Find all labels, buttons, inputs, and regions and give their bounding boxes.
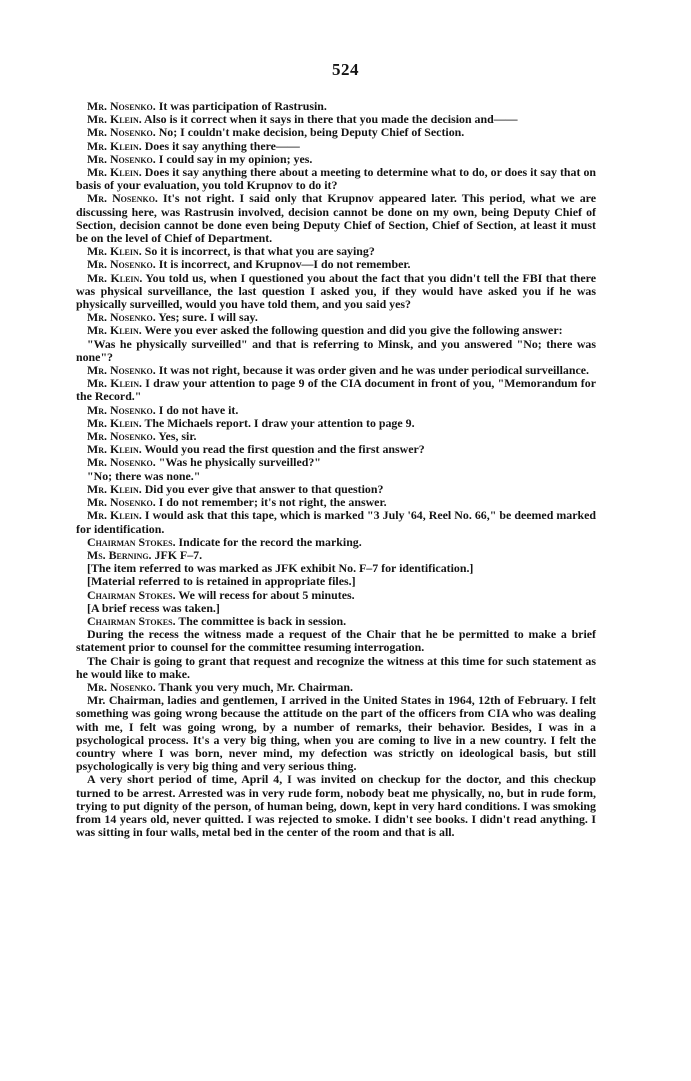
paragraph-text: "No; there was none.": [87, 468, 201, 483]
paragraph-text: Mr. Chairman, ladies and gentlemen, I arrived in the United States in 1964, 12th of February. I felt something was going wrong because the attitude on the part of the officers from CIA who was dealing with me, I felt was going wrong, by a number of remarks, their behavior. Besides, I was in a psychological process. It's a very big thing, when you are coming to live in a new country. I felt the country where I was born, never mind, my defection was strictly on ideological basis, but still psychologically is very big thing and very serious thing.: [76, 693, 596, 774]
transcript-paragraph: [76, 192, 596, 245]
speaker-label: Mr. Nosenko.: [87, 402, 156, 417]
speaker-label: Mr. Nosenko.: [87, 99, 156, 113]
speaker-label: Chairman Stokes.: [87, 613, 176, 628]
paragraph-text: It is incorrect, and Krupnov—I do not remember.: [155, 257, 411, 272]
paragraph-text: Yes; sure. I will say.: [155, 310, 258, 325]
paragraph-text: We will recess for about 5 minutes.: [175, 587, 355, 602]
paragraph-text: Does it say anything there about a meeting to determine what to do, or does it say that on basis of your evaluation, you told Krupnov to do it?: [76, 165, 596, 193]
paragraph-text: Indicate for the record the marking.: [175, 534, 362, 549]
speaker-label: Mr. Nosenko.: [87, 310, 156, 325]
speaker-label: Mr. Klein.: [87, 376, 142, 391]
paragraph-text: A very short period of time, April 4, I was invited on checkup for the doctor, and this checkup turned to be arrest. Arrested was in very rude form, nobody beat me physically, no, but in rude form, trying to put dignity of the person, of human being, down, kept in very hard conditions. I was smoking from 14 years old, never quitted. I was rejected to smoke. I didn't see books. I didn't read anything. I was sitting in four walls, metal bed in the center of the room and that is all.: [76, 772, 596, 840]
paragraph-text: Would you read the first question and the first answer?: [141, 442, 425, 457]
speaker-label: Mr. Nosenko.: [87, 429, 156, 444]
speaker-label: Mr. Nosenko.: [87, 151, 156, 166]
transcript-paragraph: [76, 628, 596, 654]
speaker-label: Mr. Nosenko.: [87, 363, 156, 378]
paragraph-text: [A brief recess was taken.]: [87, 600, 220, 615]
transcript-paragraph: [76, 338, 596, 364]
speaker-label: Ms. Berning.: [87, 547, 152, 562]
paragraph-text: It was participation of Rastrusin.: [155, 99, 327, 113]
speaker-label: Mr. Klein.: [87, 442, 142, 457]
paragraph-text: Does it say anything there——: [141, 138, 300, 153]
paragraph-text: So it is incorrect, is that what you are saying?: [141, 244, 375, 259]
speaker-label: Mr. Klein.: [87, 112, 142, 127]
paragraph-text: It's not right. I said only that Krupnov appeared later. This period, what we are discussing here, was Rastrusin involved, decision cannot be done on my own, being Deputy Chief of Section, decision cannot be done even being Deputy Chief of Section, Chief of Section, at least it must be on the level of Chief of Department.: [76, 191, 596, 246]
paragraph-text: [The item referred to was marked as JFK exhibit No. F–7 for identification.]: [87, 561, 474, 576]
speaker-label: Mr. Klein.: [87, 165, 142, 180]
paragraph-text: Were you ever asked the following question and did you give the following answer:: [141, 323, 563, 338]
speaker-label: Chairman Stokes.: [87, 587, 176, 602]
paragraph-text: Thank you very much, Mr. Chairman.: [155, 679, 353, 694]
paragraph-text: Yes, sir.: [155, 429, 197, 444]
transcript-body: [76, 100, 596, 839]
transcript-paragraph: [76, 377, 596, 403]
transcript-paragraph: [76, 272, 596, 312]
transcript-paragraph: [76, 509, 596, 535]
paragraph-text: No; I couldn't make decision, being Deputy Chief of Section.: [155, 125, 465, 140]
paragraph-text: [Material referred to is retained in appropriate files.]: [87, 574, 356, 589]
speaker-label: Mr. Klein.: [87, 270, 143, 285]
transcript-paragraph: [76, 166, 596, 192]
speaker-label: Mr. Klein.: [87, 481, 142, 496]
paragraph-text: JFK F–7.: [151, 547, 203, 562]
paragraph-text: I could say in my opinion; yes.: [155, 151, 313, 166]
transcript-paragraph: [76, 655, 596, 681]
speaker-label: Mr. Klein.: [87, 244, 142, 259]
paragraph-text: "Was he physically surveilled" and that is referring to Minsk, and you answered "No; there was none"?: [76, 336, 596, 364]
speaker-label: Mr. Klein.: [87, 138, 142, 153]
paragraph-text: During the recess the witness made a request of the Chair that he be permitted to make a brief statement prior to counsel for the committee resuming interrogation.: [76, 627, 596, 655]
page-number: 524: [332, 60, 359, 79]
paragraph-text: Also is it correct when it says in there that you made the decision and——: [141, 112, 518, 127]
speaker-label: Mr. Klein.: [87, 323, 142, 338]
paragraph-text: You told us, when I questioned you about the fact that you didn't tell the FBI that there was physical surveillance, the last question I asked you, if they would have asked you if he was physically surveilled, would you have told them, and you said yes?: [76, 270, 596, 312]
paragraph-text: The Chair is going to grant that request and recognize the witness at this time for such statement as he would like to make.: [76, 653, 596, 681]
paragraph-text: I do not have it.: [155, 402, 239, 417]
speaker-label: Mr. Nosenko.: [87, 125, 156, 140]
paragraph-text: The committee is back in session.: [175, 613, 347, 628]
paragraph-text: I would ask that this tape, which is marked "3 July '64, Reel No. 66," be deemed marked for identification.: [76, 508, 596, 536]
transcript-paragraph: [76, 773, 596, 839]
paragraph-text: It was not right, because it was order given and he was under periodical surveillance.: [155, 363, 589, 378]
transcript-paragraph: [76, 694, 596, 773]
paragraph-text: I do not remember; it's not right, the answer.: [155, 495, 387, 510]
speaker-label: Mr. Klein.: [87, 415, 142, 430]
paragraph-text: Did you ever give that answer to that question?: [141, 481, 384, 496]
paragraph-text: The Michaels report. I draw your attention to page 9.: [141, 415, 415, 430]
speaker-label: Chairman Stokes.: [87, 534, 176, 549]
paragraph-text: "Was he physically surveilled?": [155, 455, 321, 470]
paragraph-text: I draw your attention to page 9 of the CIA document in front of you, "Memorandum for the Record.": [76, 376, 596, 404]
speaker-label: Mr. Nosenko.: [87, 679, 156, 694]
speaker-label: Mr. Klein.: [87, 508, 142, 523]
speaker-label: Mr. Nosenko.: [87, 191, 158, 206]
speaker-label: Mr. Nosenko.: [87, 257, 156, 272]
speaker-label: Mr. Nosenko.: [87, 495, 156, 510]
speaker-label: Mr. Nosenko.: [87, 455, 156, 470]
